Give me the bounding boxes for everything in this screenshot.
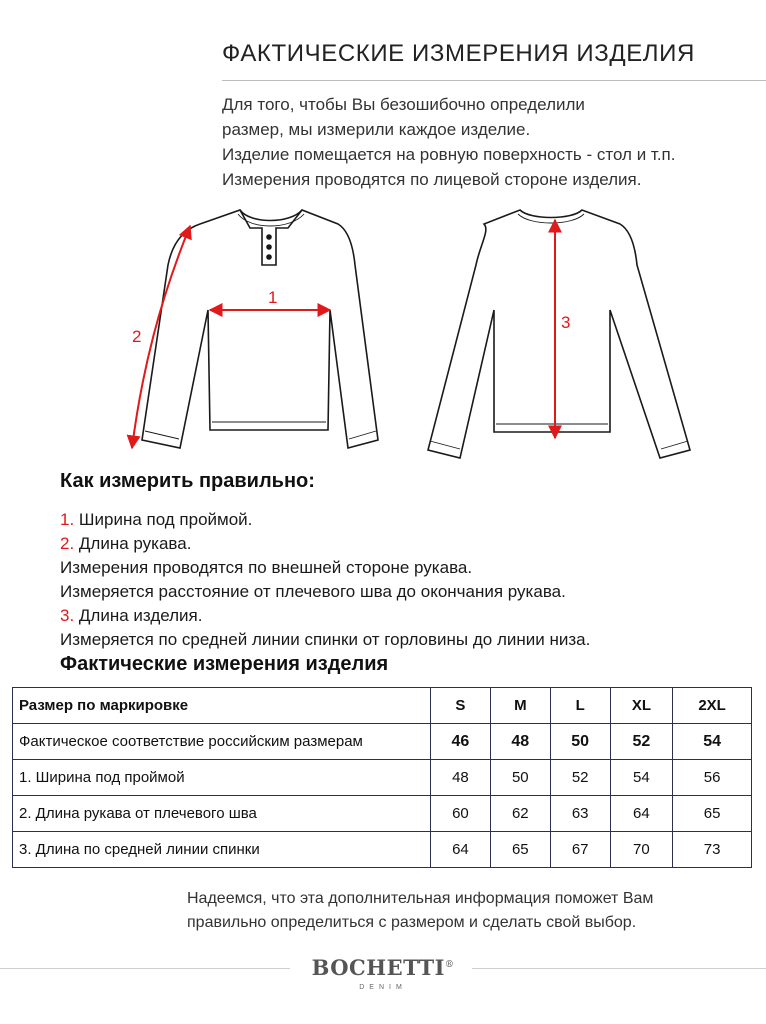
howto-title: Как измерить правильно:: [60, 470, 315, 492]
table-row: [13, 724, 752, 760]
step-text: Измеряется расстояние от плечевого шва до окончания рукава.: [60, 582, 566, 601]
measure-label-2: 2: [132, 327, 142, 346]
table-cell: 70: [610, 832, 673, 868]
measure-label-1: 1: [268, 288, 278, 307]
table-cell: 50: [490, 760, 550, 796]
brand-name: BOCHETTI: [311, 955, 445, 980]
row-label: Фактическое соответствие российским размерам: [13, 724, 431, 760]
brand-logo: [300, 955, 466, 980]
registered-mark: ®: [444, 960, 455, 970]
howto-step: [60, 558, 472, 578]
brand-subtitle: DENIM: [359, 984, 407, 991]
table-cell: 48: [490, 724, 550, 760]
howto-step: [60, 510, 252, 530]
table-cell: 54: [610, 760, 673, 796]
table-cell: 50: [550, 724, 610, 760]
step-number: 3.: [60, 606, 75, 625]
footer-divider-left: [0, 968, 290, 969]
table-cell: 56: [673, 760, 752, 796]
row-label: 1. Ширина под проймой: [13, 760, 431, 796]
footer-note-line: Надеемся, что эта дополнительная информация поможет Вам: [187, 890, 654, 907]
table-row: [13, 796, 752, 832]
intro-line: Изделие помещается на ровную поверхность - стол и т.п.: [222, 145, 676, 164]
table-cell: 52: [550, 760, 610, 796]
step-text: Ширина под проймой.: [74, 510, 253, 529]
step-number: 1.: [60, 510, 75, 529]
row-label: 2. Длина рукава от плечевого шва: [13, 796, 431, 832]
table-cell: 54: [673, 724, 752, 760]
table-cell: 60: [431, 796, 491, 832]
table-cell: 46: [431, 724, 491, 760]
intro-line: Измерения проводятся по лицевой стороне изделия.: [222, 170, 642, 189]
step-number: 2.: [60, 534, 75, 553]
size-column-header: XL: [610, 688, 673, 724]
shirt-back-icon: [428, 210, 690, 458]
footer-divider-right: [472, 968, 766, 969]
step-text: Длина рукава.: [74, 534, 192, 553]
table-title: Фактические измерения изделия: [60, 653, 389, 675]
howto-step: [60, 534, 191, 554]
table-cell: 67: [550, 832, 610, 868]
table-cell: 65: [673, 796, 752, 832]
step-text: Измеряется по средней линии спинки от горловины до линии низа.: [60, 630, 591, 649]
footer-note-line: правильно определиться с размером и сделать свой выбор.: [187, 914, 637, 931]
howto-step: [60, 582, 566, 602]
step-text: Измерения проводятся по внешней стороне рукава.: [60, 558, 473, 577]
step-text: Длина изделия.: [74, 606, 203, 625]
measurement-diagram: [110, 200, 710, 465]
size-column-header: L: [550, 688, 610, 724]
size-table: [12, 687, 752, 868]
table-cell: 65: [490, 832, 550, 868]
intro-line: размер, мы измерили каждое изделие.: [222, 120, 531, 139]
table-cell: 52: [610, 724, 673, 760]
intro-line: Для того, чтобы Вы безошибочно определили: [222, 95, 585, 114]
page-title: ФАКТИЧЕСКИЕ ИЗМЕРЕНИЯ ИЗДЕЛИЯ: [222, 40, 695, 67]
table-cell: 64: [610, 796, 673, 832]
table-cell: 48: [431, 760, 491, 796]
table-header-row: [13, 688, 752, 724]
table-cell: 62: [490, 796, 550, 832]
size-column-header: S: [431, 688, 491, 724]
table-cell: 64: [431, 832, 491, 868]
row-label: 3. Длина по средней линии спинки: [13, 832, 431, 868]
measure-label-3: 3: [561, 313, 571, 332]
table-row: [13, 760, 752, 796]
table-cell: 73: [673, 832, 752, 868]
table-cell: 63: [550, 796, 610, 832]
title-divider: [222, 80, 766, 81]
size-column-header: 2XL: [673, 688, 752, 724]
table-row: [13, 832, 752, 868]
howto-step: [60, 630, 590, 650]
howto-step: [60, 606, 202, 626]
shirt-front-icon: [142, 210, 378, 448]
size-column-header: M: [490, 688, 550, 724]
table-header-label: Размер по маркировке: [13, 688, 431, 724]
